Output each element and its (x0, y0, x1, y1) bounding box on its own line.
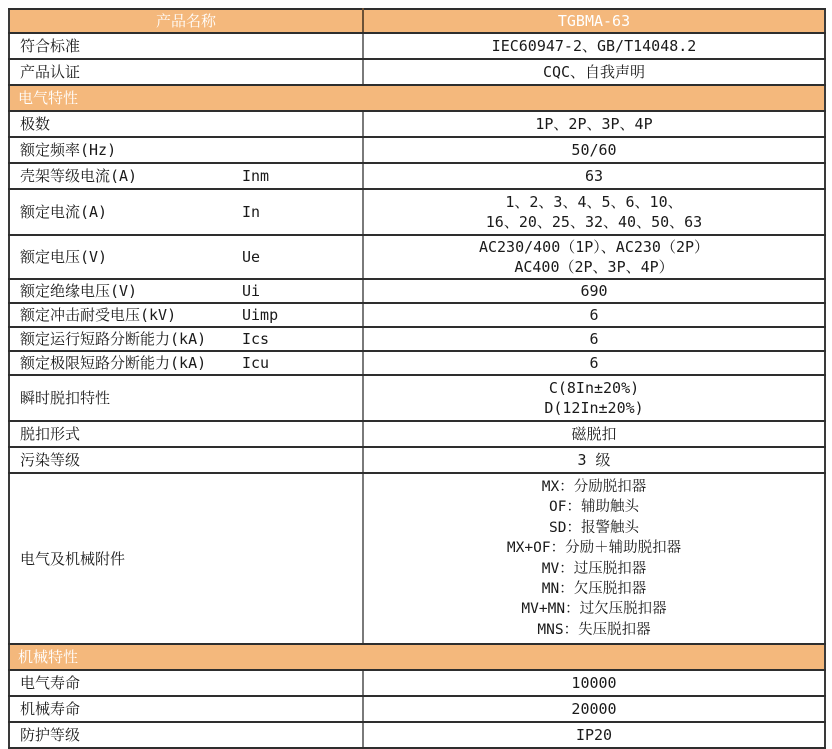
product-spec-table (8, 8, 826, 749)
value-cell (363, 163, 825, 189)
value-line: SD：报警触头 (549, 519, 639, 536)
value-cell (363, 327, 825, 351)
spec-row (9, 189, 825, 235)
spec-row (9, 33, 825, 59)
spec-label: 额定电压(V) (20, 248, 108, 266)
spec-symbol: Ui (242, 282, 261, 300)
spec-label: 额定冲击耐受电压(kV) (20, 306, 177, 324)
value-line: D(12In±20%) (544, 399, 644, 417)
spec-symbol: Uimp (242, 306, 279, 324)
value-line: 10000 (571, 674, 617, 693)
spec-label: 额定极限短路分断能力(kA) (20, 354, 207, 372)
label-cell (9, 33, 363, 59)
value-line: TGBMA-63 (557, 12, 631, 30)
label-cell (9, 111, 363, 137)
value-line: MX：分励脱扣器 (541, 479, 647, 495)
spec-symbol: Inm (242, 167, 270, 185)
spec-row (9, 235, 825, 279)
spec-label: 额定运行短路分断能力(kA) (20, 330, 207, 348)
spec-label: 壳架等级电流(A) (20, 167, 138, 185)
spec-label: 机械寿命 (20, 700, 81, 719)
value-line: 16、20、25、32、40、50、63 (485, 213, 703, 231)
label-cell (9, 473, 363, 644)
value-line: OF：辅助触头 (549, 499, 639, 516)
spec-row (9, 670, 825, 696)
value-cell (363, 111, 825, 137)
value-line: 1P、2P、3P、4P (535, 115, 653, 133)
value-cell (363, 696, 825, 722)
value-line: 20000 (571, 700, 617, 719)
spec-label: 电气及机械附件 (20, 549, 126, 568)
value-cell (363, 722, 825, 748)
value-line: AC230/400（1P）、AC230（2P） (478, 238, 710, 256)
value-line: MV：过压脱扣器 (541, 560, 647, 577)
spec-label: 符合标准 (20, 37, 81, 55)
spec-label: 额定频率(Hz) (20, 141, 117, 159)
value-cell (363, 235, 825, 279)
spec-row (9, 375, 825, 421)
value-cell (363, 9, 825, 33)
label-cell (9, 163, 363, 189)
value-cell (363, 375, 825, 421)
spec-row (9, 163, 825, 189)
product-name-header: 产品名称 (155, 12, 216, 30)
spec-row (9, 351, 825, 375)
section-row (9, 644, 825, 670)
value-line: AC400（2P、3P、4P） (514, 258, 674, 276)
value-line: 1、2、3、4、5、6、10、 (505, 193, 683, 211)
label-cell (9, 375, 363, 421)
value-line: 690 (580, 282, 608, 300)
label-cell (9, 447, 363, 473)
label-cell (9, 9, 363, 33)
spec-label: 产品认证 (20, 63, 81, 81)
value-line: 6 (589, 330, 599, 348)
value-cell (363, 473, 825, 644)
spec-label: 电气寿命 (20, 674, 81, 693)
spec-table-body (9, 9, 825, 748)
spec-label: 极数 (20, 115, 51, 133)
label-cell (9, 351, 363, 375)
label-cell (9, 327, 363, 351)
value-line: IP20 (575, 726, 613, 745)
spec-label: 额定绝缘电压(V) (20, 282, 138, 300)
spec-label: 瞬时脱扣特性 (20, 389, 111, 407)
label-cell (9, 303, 363, 327)
value-line: MX+OF：分励＋辅助脱扣器 (506, 540, 682, 557)
value-line: IEC60947-2、GB/T14048.2 (491, 37, 697, 55)
value-cell (363, 351, 825, 375)
spec-row (9, 111, 825, 137)
spec-symbol: Ue (242, 248, 261, 266)
label-cell (9, 696, 363, 722)
spec-symbol: In (242, 203, 261, 221)
value-line: 63 (584, 167, 604, 185)
spec-label: 污染等级 (20, 451, 81, 469)
value-line: 6 (589, 354, 599, 372)
value-line: CQC、自我声明 (542, 63, 646, 81)
spec-row (9, 137, 825, 163)
spec-row (9, 59, 825, 85)
spec-row (9, 279, 825, 303)
label-cell (9, 235, 363, 279)
value-line: 3 级 (577, 451, 611, 469)
value-line: C(8In±20%) (548, 379, 640, 397)
spec-row (9, 696, 825, 722)
value-line: 50/60 (571, 141, 617, 159)
label-cell (9, 59, 363, 85)
value-cell (363, 33, 825, 59)
title-row (9, 9, 825, 33)
spec-label: 防护等级 (20, 726, 81, 745)
value-line: MNS：失压脱扣器 (537, 621, 651, 638)
value-cell (363, 447, 825, 473)
value-line: 6 (589, 306, 599, 324)
spec-symbol: Ics (242, 330, 270, 348)
value-cell (363, 59, 825, 85)
spec-row (9, 722, 825, 748)
label-cell (9, 189, 363, 235)
value-cell (363, 189, 825, 235)
spec-label: 额定电流(A) (20, 203, 108, 221)
value-cell (363, 279, 825, 303)
spec-symbol: Icu (242, 354, 270, 372)
section-row (9, 85, 825, 111)
label-cell (9, 279, 363, 303)
spec-row (9, 327, 825, 351)
section-header-label: 机械特性 (9, 644, 825, 670)
spec-label: 脱扣形式 (20, 425, 81, 443)
spec-row (9, 447, 825, 473)
label-cell (9, 421, 363, 447)
spec-row (9, 473, 825, 644)
value-line: MN：欠压脱扣器 (541, 581, 647, 598)
spec-row (9, 303, 825, 327)
spec-row (9, 421, 825, 447)
label-cell (9, 137, 363, 163)
value-cell (363, 303, 825, 327)
value-cell (363, 421, 825, 447)
value-cell (363, 137, 825, 163)
value-line: 磁脱扣 (571, 425, 617, 443)
value-cell (363, 670, 825, 696)
value-line: MV+MN：过欠压脱扣器 (521, 601, 667, 618)
label-cell (9, 722, 363, 748)
label-cell (9, 670, 363, 696)
section-header-label: 电气特性 (9, 85, 825, 111)
